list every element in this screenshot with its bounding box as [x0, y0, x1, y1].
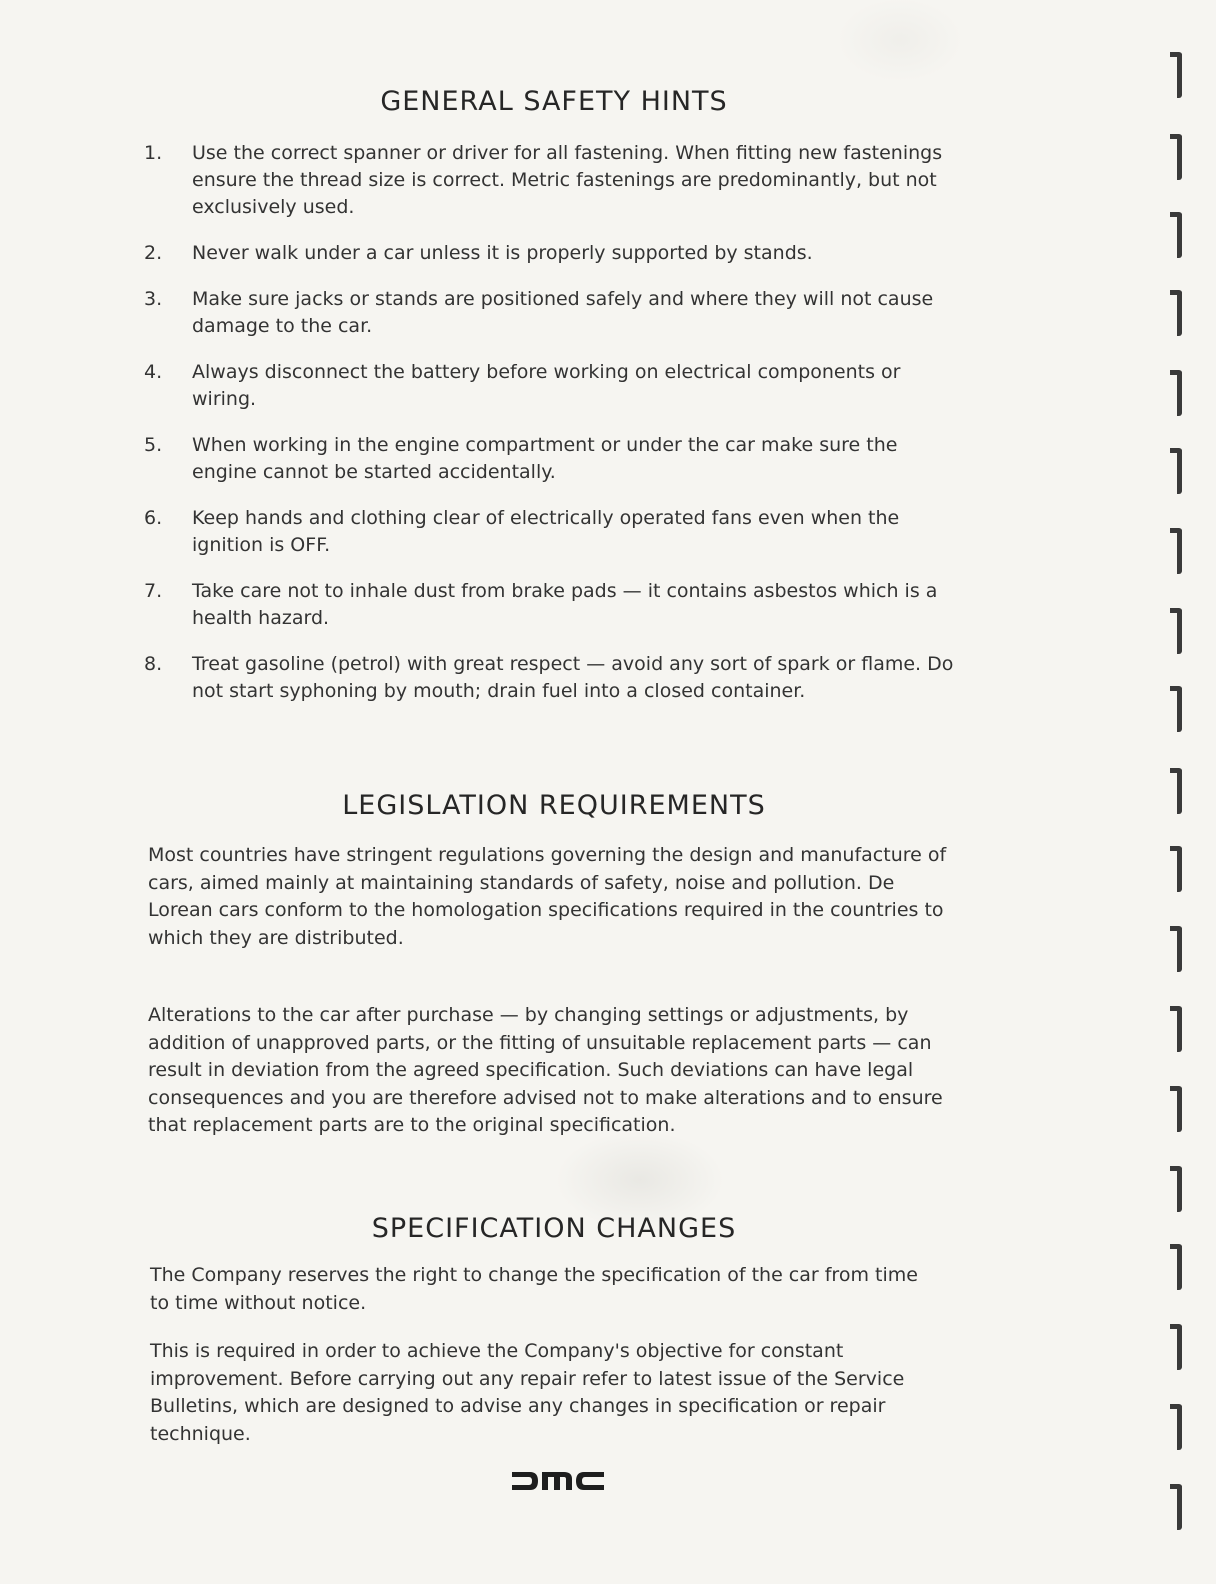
- binder-hole-icon: [1170, 212, 1182, 258]
- safety-item-text: Always disconnect the battery before working on electrical components or wiring.: [192, 361, 901, 410]
- legislation-paragraph-2: Alterations to the car after purchase — by changing settings or adjustments, by addition of unapproved parts, or the fitting of unsuitable replacement parts — can result in deviation from the agreed specification. Such deviations can have legal consequences and you are therefore advised not to make alterations and to ensure that replacement parts are to the original specification.: [148, 1004, 943, 1136]
- safety-item: [144, 578, 964, 632]
- binder-hole-icon: [1170, 1404, 1182, 1450]
- safety-item: [144, 240, 964, 267]
- binder-hole-icon: [1170, 608, 1182, 654]
- safety-item-number: 3.: [144, 288, 163, 310]
- safety-item: [144, 505, 964, 559]
- safety-item-text: Take care not to inhale dust from brake pads — it contains asbestos which is a health hazard.: [192, 580, 938, 629]
- legislation-paragraph-1: Most countries have stringent regulations governing the design and manufacture of cars, aimed mainly at maintaining standards of safety, noise and pollution. De Lorean cars conform to the homologation specifications required in the countries to which they are distributed.: [148, 844, 947, 949]
- binder-hole-icon: [1170, 1086, 1182, 1132]
- safety-item-number: 7.: [144, 580, 163, 602]
- safety-item-text: Keep hands and clothing clear of electrically operated fans even when the ignition is OFF.: [192, 507, 900, 556]
- safety-item-text: Make sure jacks or stands are positioned safely and where they will not cause damage to the car.: [192, 288, 934, 337]
- spec-title: SPECIFICATION CHANGES: [371, 1213, 737, 1244]
- binder-hole-icon: [1170, 1484, 1182, 1530]
- safety-title: GENERAL SAFETY HINTS: [380, 86, 728, 117]
- safety-item-text: Never walk under a car unless it is properly supported by stands.: [192, 242, 813, 264]
- legislation-title: LEGISLATION REQUIREMENTS: [342, 790, 766, 821]
- binder-hole-icon: [1170, 846, 1182, 892]
- safety-hints-list: [144, 140, 964, 724]
- safety-item: [144, 432, 964, 486]
- binder-hole-icon: [1170, 370, 1182, 416]
- safety-item-number: 6.: [144, 507, 163, 529]
- safety-item: [144, 651, 964, 705]
- binder-holes: [1170, 0, 1210, 1584]
- binder-hole-icon: [1170, 686, 1182, 732]
- binder-hole-icon: [1170, 528, 1182, 574]
- safety-item-number: 4.: [144, 361, 163, 383]
- binder-hole-icon: [1170, 1166, 1182, 1212]
- binder-hole-icon: [1170, 1244, 1182, 1290]
- binder-hole-icon: [1170, 52, 1182, 98]
- binder-hole-icon: [1170, 926, 1182, 972]
- safety-item-number: 8.: [144, 653, 163, 675]
- binder-hole-icon: [1170, 768, 1182, 814]
- binder-hole-icon: [1170, 290, 1182, 336]
- binder-hole-icon: [1170, 1324, 1182, 1370]
- safety-item-number: 1.: [144, 142, 163, 164]
- safety-item-text: When working in the engine compartment or under the car make sure the engine cannot be started accidentally.: [192, 434, 898, 483]
- binder-hole-icon: [1170, 1006, 1182, 1052]
- safety-item: [144, 286, 964, 340]
- safety-item: [144, 140, 964, 221]
- binder-hole-icon: [1170, 448, 1182, 494]
- dmc-logo-icon: [512, 1470, 604, 1492]
- safety-item-text: Use the correct spanner or driver for all fastening. When fitting new fastenings ensure the thread size is correct. Metric fastenings are predominantly, but not exclusively used.: [192, 142, 943, 218]
- safety-item-number: 5.: [144, 434, 163, 456]
- spec-paragraph-2: This is required in order to achieve the Company's objective for constant improvement. Before carrying out any repair refer to latest issue of the Service Bulletins, which are designed to advise any changes in specification or repair technique.: [150, 1340, 905, 1445]
- binder-hole-icon: [1170, 134, 1182, 180]
- safety-item-text: Treat gasoline (petrol) with great respect — avoid any sort of spark or flame. Do not start syphoning by mouth; drain fuel into a closed container.: [192, 653, 954, 702]
- safety-item-number: 2.: [144, 242, 163, 264]
- spec-paragraph-1: The Company reserves the right to change the specification of the car from time to time without notice.: [150, 1264, 918, 1314]
- safety-item: [144, 359, 964, 413]
